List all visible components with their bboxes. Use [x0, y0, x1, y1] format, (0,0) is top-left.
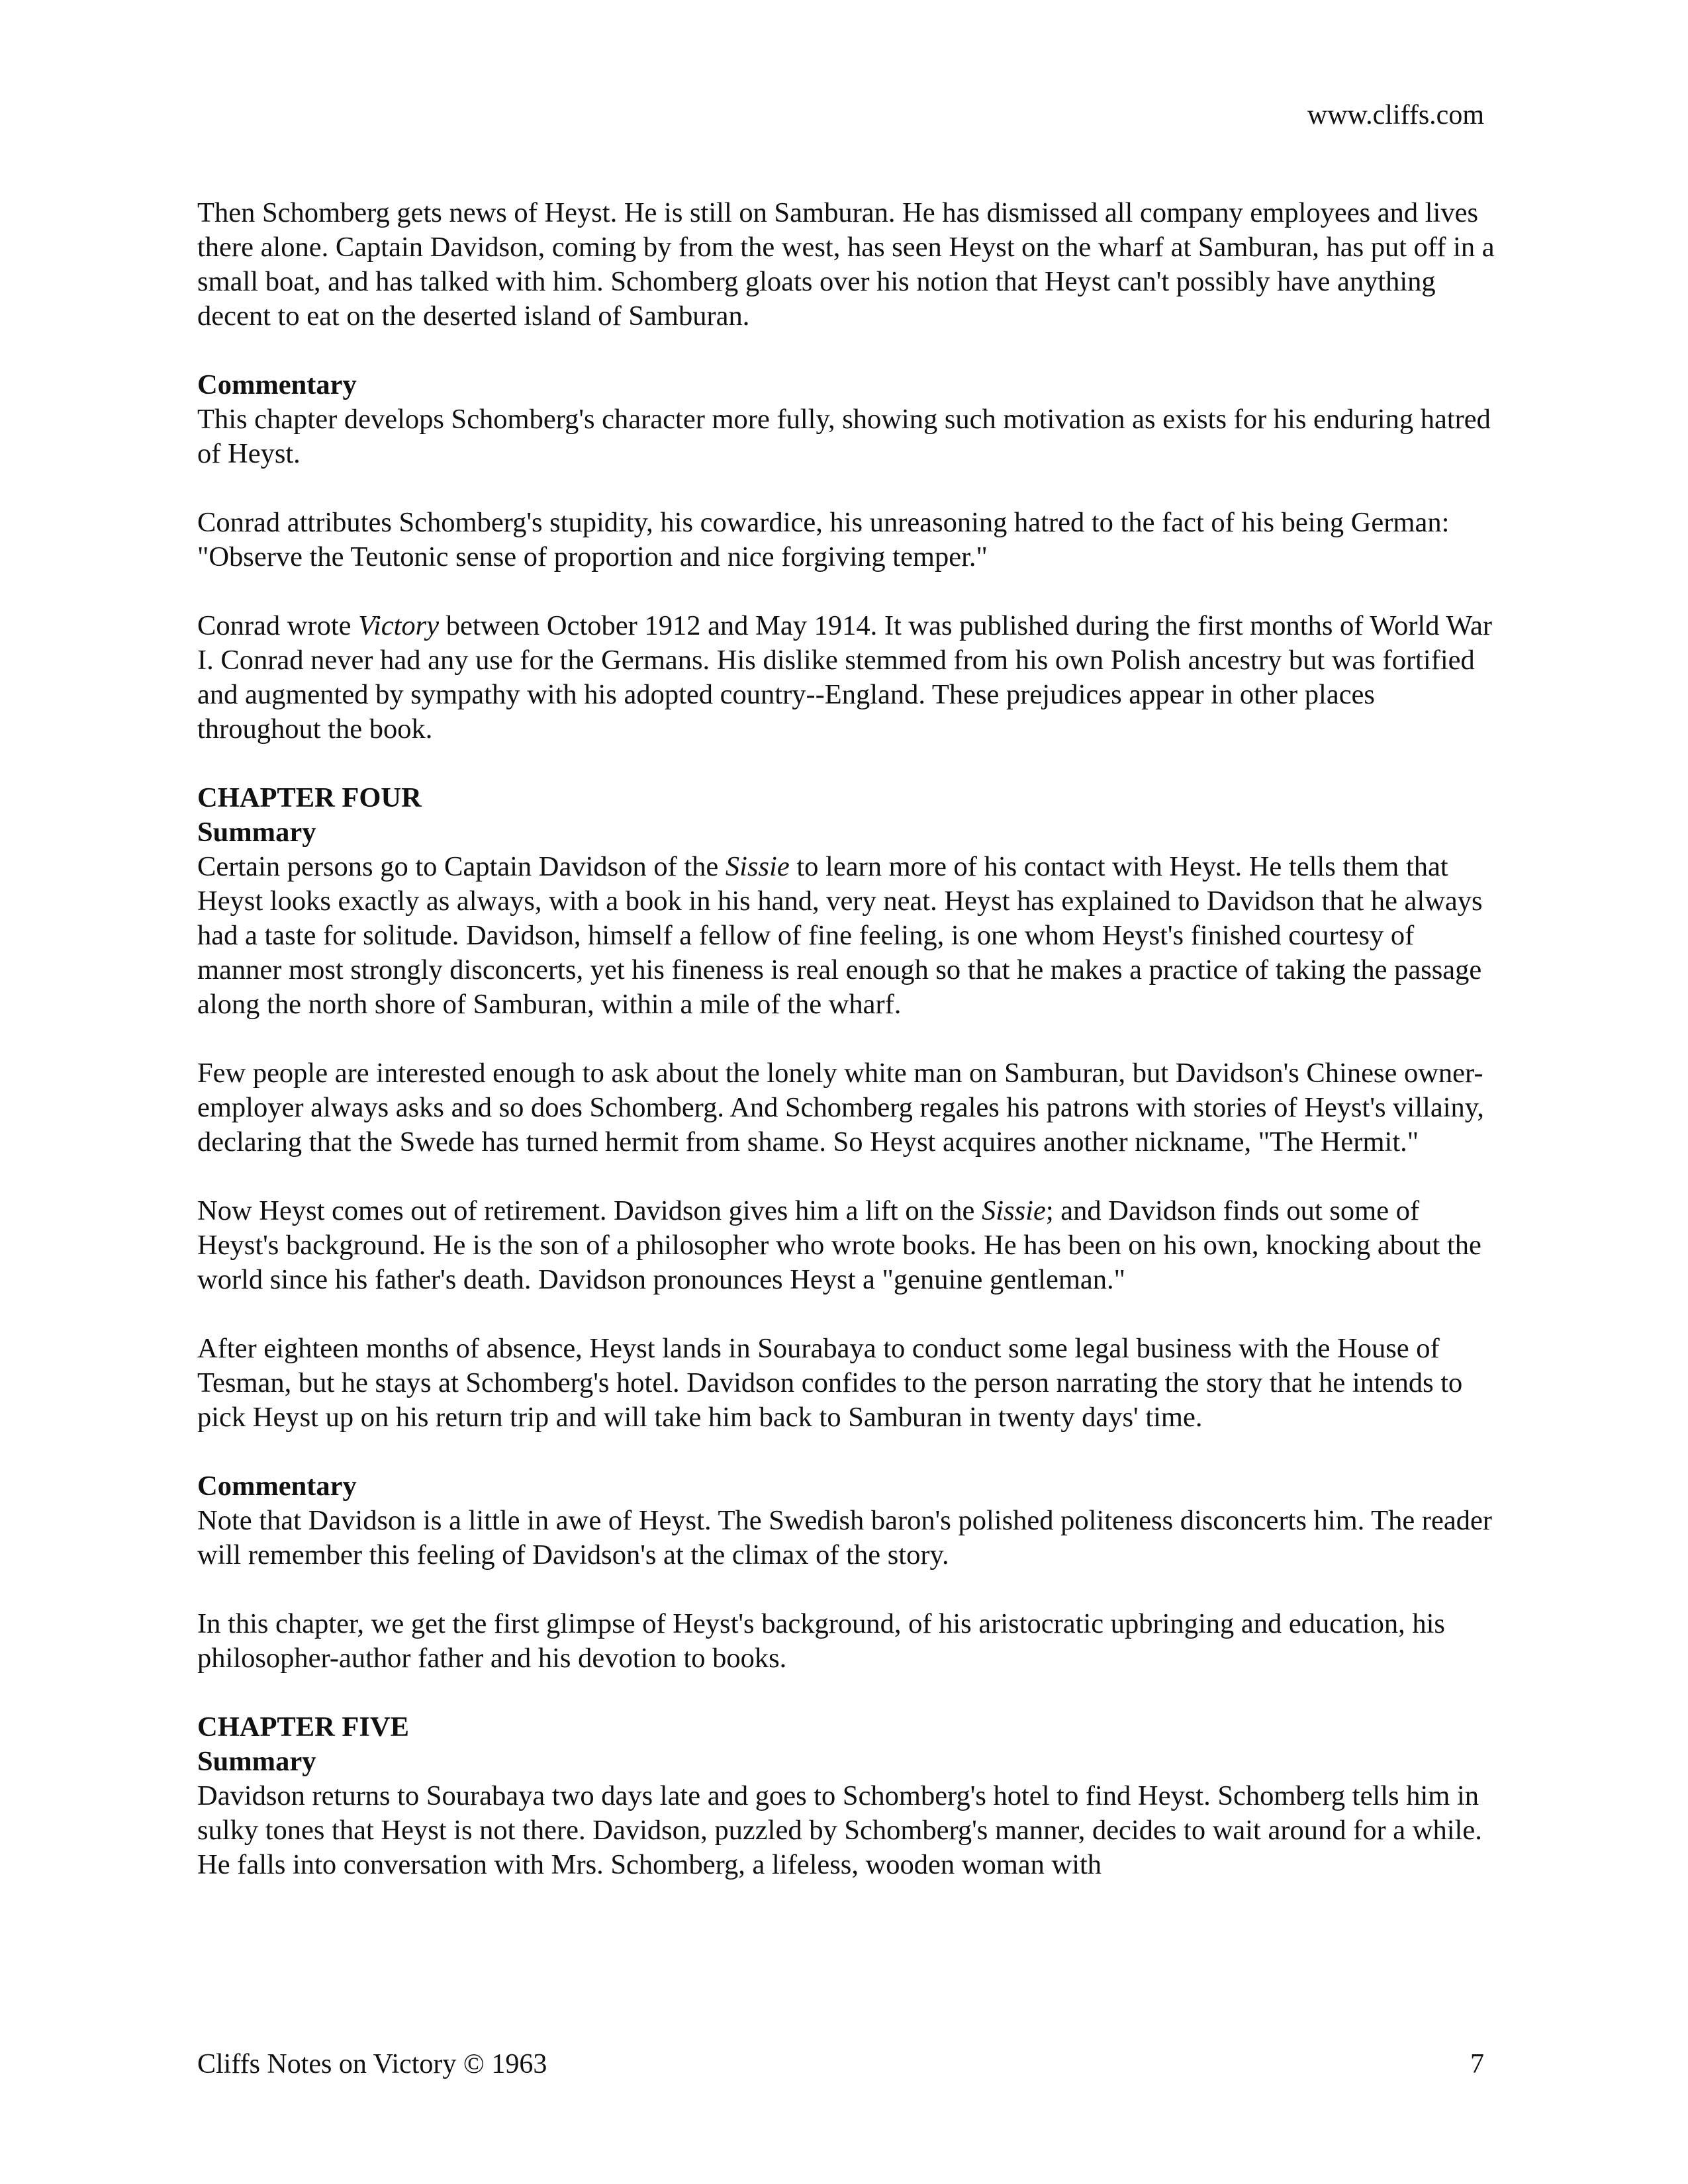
commentary-paragraph [197, 609, 1495, 747]
text-run: Conrad wrote [197, 610, 359, 641]
paragraph-schomberg-news: Then Schomberg gets news of Heyst. He is still on Samburan. He has dismissed all company employees and lives there alone. Captain Davidson, coming by from the west, has seen Heyst on the wharf at Samburan, has put off in a small boat, and has talked with him. Schomberg gloats over his notion that Heyst can't possibly have anything decent to eat on the deserted island of Samburan. [197, 197, 1495, 332]
summary-paragraph: After eighteen months of absence, Heyst lands in Sourabaya to conduct some legal business with the House of Tesman, but he stays at Schomberg's hotel. Davidson confides to the person narrating the story that he intends to pick Heyst up on his return trip and will take him back to Samburan in twenty days' time. [197, 1333, 1463, 1433]
commentary-heading: Commentary [197, 369, 357, 400]
text-run: between October 1912 and May 1914. It was published during the first months of World War I. Conrad never had any use for the Germans. His dislike stemmed from his own Polish ancestry but was fortified and augmented by sympathy with his adopted country--England. These prejudices appear in other places throughout the book. [197, 610, 1493, 745]
summary-paragraph [197, 1194, 1495, 1297]
summary-paragraph: Few people are interested enough to ask about the lonely white man on Samburan, but Davidson's Chinese owner-employer always asks and so does Schomberg. And Schomberg regales his patrons with stories of Heyst's villainy, declaring that the Swede has turned hermit from shame. So Heyst acquires another nickname, "The Hermit." [197, 1058, 1484, 1158]
summary-paragraph: Davidson returns to Sourabaya two days late and goes to Schomberg's hotel to find Heyst. Schomberg tells him in sulky tones that Heyst is not there. Davidson, puzzled by Schomberg's manner, decides to wait around for a while. He falls into conversation with Mrs. Schomberg, a lifeless, wooden woman with [197, 1780, 1482, 1880]
text-run: Certain persons go to Captain Davidson of the [197, 851, 726, 882]
commentary-paragraph: Conrad attributes Schomberg's stupidity, his cowardice, his unreasoning hatred to the fact of his being German: "Observe the Teutonic sense of proportion and nice forgiving temper." [197, 507, 1450, 572]
book-title: Victory [358, 610, 440, 641]
summary-heading: Summary [197, 817, 316, 848]
text-run: ; and Davidson finds out some of Heyst's background. He is the son of a philosopher who wrote books. He has been on his own, knocking about the world since his father's death. Davidson pronounces Heyst a "genuine gentleman." [197, 1195, 1481, 1295]
commentary-paragraph: This chapter develops Schomberg's character more fully, showing such motivation as exists for his enduring hatred of Heyst. [197, 404, 1491, 469]
ship-name: Sissie [982, 1195, 1046, 1226]
commentary-paragraph: Note that Davidson is a little in awe of Heyst. The Swedish baron's polished politeness disconcerts him. The reader will remember this feeling of Davidson's at the climax of the story. [197, 1505, 1492, 1570]
page-content [197, 196, 1495, 1882]
ship-name: Sissie [725, 851, 790, 882]
page-number: 7 [1470, 2049, 1484, 2079]
commentary-paragraph: In this chapter, we get the first glimpse of Heyst's background, of his aristocratic upbringing and education, his philosopher-author father and his devotion to books. [197, 1608, 1445, 1674]
footer-title: Cliffs Notes on Victory © 1963 [197, 2049, 547, 2079]
chapter-heading: CHAPTER FOUR [197, 782, 422, 813]
text-run: Now Heyst comes out of retirement. Davidson gives him a lift on the [197, 1195, 982, 1226]
summary-heading: Summary [197, 1746, 316, 1777]
chapter-heading: CHAPTER FIVE [197, 1711, 409, 1743]
text-run: to learn more of his contact with Heyst. He tells them that Heyst looks exactly as always, with a book in his hand, very neat. Heyst has explained to Davidson that he always had a taste for solitude. Davidson, himself a fellow of fine feeling, is one whom Heyst's finished courtesy of manner most strongly disconcerts, yet his fineness is real enough so that he makes a practice of taking the passage along the north shore of Samburan, within a mile of the wharf. [197, 851, 1483, 1020]
summary-paragraph [197, 850, 1495, 1022]
commentary-heading: Commentary [197, 1471, 357, 1502]
site-url-header: www.cliffs.com [1307, 100, 1484, 130]
